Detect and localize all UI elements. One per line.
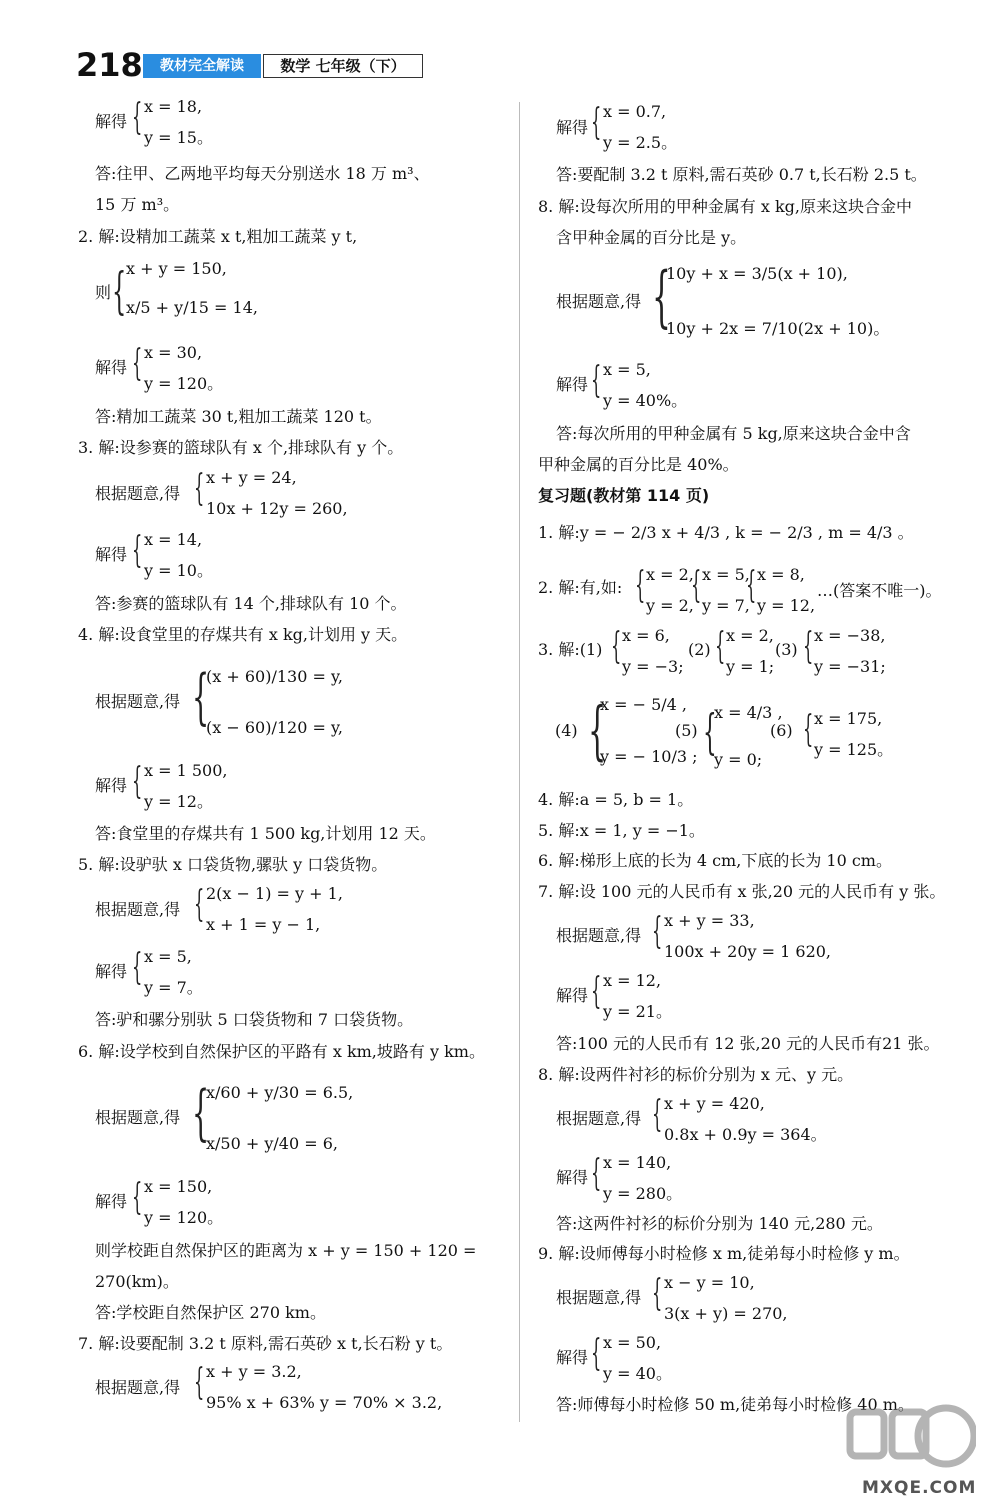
text-line: 2(x − 1) = y + 1, (206, 884, 343, 903)
text-line: 7. 解:设 100 元的人民币有 x 张,20 元的人民币有 y 张。 (538, 882, 946, 901)
brace: { (132, 530, 143, 571)
brace: { (652, 1094, 663, 1135)
text-line: (x + 60)/130 = y, (206, 667, 343, 686)
text-line: x = 175, (814, 709, 883, 728)
text-line: (x − 60)/120 = y, (206, 718, 343, 737)
text-line: x = 18, (144, 97, 203, 116)
brace: { (803, 709, 814, 750)
subject-grade-label: 数学 七年级（下） (263, 54, 423, 78)
text-line: (5) (675, 721, 698, 740)
text-line: x = 14, (144, 530, 203, 549)
text-line: 根据题意,得 (95, 900, 181, 919)
text-line: (3) (775, 640, 798, 659)
brace: { (194, 1362, 205, 1403)
text-line: 根据题意,得 (95, 1108, 181, 1127)
text-line: 则 (95, 283, 112, 302)
text-line: y = 40。 (603, 1364, 672, 1383)
text-line: x = 12, (603, 971, 662, 990)
text-line: 6. 解:设学校到自然保护区的平路有 x km,坡路有 y km。 (78, 1042, 485, 1061)
text-line: …(答案不唯一)。 (817, 581, 942, 600)
text-line: 根据题意,得 (556, 926, 642, 945)
text-line: 答:精加工蔬菜 30 t,粗加工蔬菜 120 t。 (95, 407, 382, 426)
text-line: 95% x + 63% y = 70% × 3.2, (206, 1393, 443, 1412)
text-line: 解得 (95, 1192, 128, 1211)
text-line: y = 12, (757, 596, 816, 615)
text-line: 答:100 元的人民币有 12 张,20 元的人民币有21 张。 (556, 1034, 940, 1053)
text-line: x = 4/3 , (714, 703, 783, 722)
text-line: y = 12。 (144, 792, 213, 811)
text-line: x = −38, (814, 626, 886, 645)
text-line: 根据题意,得 (556, 1109, 642, 1128)
brace: { (652, 911, 663, 952)
brace: { (591, 1153, 602, 1194)
text-line: 8. 解:设两件衬衫的标价分别为 x 元、y 元。 (538, 1065, 854, 1084)
brace: { (703, 704, 717, 760)
text-line: x/5 + y/15 = 14, (126, 298, 258, 317)
text-line: x = 5, (702, 565, 750, 584)
text-line: y = 2, (646, 596, 694, 615)
watermark-url: MXQE.COM (862, 1478, 977, 1498)
text-line: 4. 解:设食堂里的存煤共有 x kg,计划用 y 天。 (78, 625, 408, 644)
text-line: 答:往甲、乙两地平均每天分别送水 18 万 m³、 (95, 164, 430, 183)
text-line: y = 280。 (603, 1184, 683, 1203)
text-line: 答:学校距自然保护区 270 km。 (95, 1303, 326, 1322)
text-line: 0.8x + 0.9y = 364。 (664, 1125, 827, 1144)
brace: { (803, 626, 814, 667)
text-line: y = 0; (714, 750, 763, 769)
text-line: y = 120。 (144, 374, 224, 393)
text-line: x = 5, (603, 360, 651, 379)
text-line: 甲种金属的百分比是 40%。 (538, 455, 739, 474)
column-divider (519, 102, 520, 1422)
text-line: y = −31; (814, 657, 886, 676)
text-line: 7. 解:设要配制 3.2 t 原料,需石英砂 x t,长石粉 y t。 (78, 1334, 453, 1353)
brace: { (192, 662, 210, 732)
brace: { (591, 102, 602, 143)
text-line: 根据题意,得 (95, 1378, 181, 1397)
text-line: 1. 解:y = − 2/3 x + 4/3 , k = − 2/3 , m = 4/3 。 (538, 523, 914, 542)
text-line: y = − 10/3 ; (600, 747, 698, 766)
text-line: 6. 解:梯形上底的长为 4 cm,下底的长为 10 cm。 (538, 851, 892, 870)
book-series-tag: 教材完全解读 (143, 54, 261, 78)
text-line: 根据题意,得 (556, 1288, 642, 1307)
text-line: x = 0.7, (603, 102, 667, 121)
text-line: y = 120。 (144, 1208, 224, 1227)
text-line: 答:这两件衬衫的标价分别为 140 元,280 元。 (556, 1214, 883, 1233)
text-line: 10y + 2x = 7/10(2x + 10)。 (666, 319, 890, 338)
text-line: x = 6, (622, 626, 670, 645)
text-line: y = 10。 (144, 561, 213, 580)
text-line: y = 2.5。 (603, 133, 678, 152)
text-line: x + y = 150, (126, 259, 227, 278)
text-line: x + y = 33, (664, 911, 755, 930)
text-line: x/50 + y/40 = 6, (206, 1134, 338, 1153)
brace: { (132, 761, 143, 802)
text-line: 根据题意,得 (95, 484, 181, 503)
text-line: (6) (770, 721, 793, 740)
text-line: 9. 解:设师傅每小时检修 x m,徒弟每小时检修 y m。 (538, 1244, 910, 1263)
brace: { (194, 468, 205, 509)
text-line: y = 15。 (144, 128, 213, 147)
text-line: 解得 (95, 962, 128, 981)
text-line: 解得 (556, 1168, 589, 1187)
brace: { (746, 565, 757, 606)
brace: { (635, 565, 646, 606)
text-line: 解得 (556, 118, 589, 137)
brace: { (192, 1078, 210, 1148)
text-line: 解得 (95, 776, 128, 795)
text-line: 根据题意,得 (556, 292, 642, 311)
text-line: x = 140, (603, 1153, 672, 1172)
text-line: x = 8, (757, 565, 805, 584)
text-line: 10y + x = 3/5(x + 10), (666, 264, 848, 283)
text-line: 3. 解:设参赛的篮球队有 x 个,排球队有 y 个。 (78, 438, 404, 457)
text-line: 5. 解:设驴驮 x 口袋货物,骡驮 y 口袋货物。 (78, 855, 388, 874)
brace: { (591, 971, 602, 1012)
text-line: 8. 解:设每次所用的甲种金属有 x kg,原来这块合金中 (538, 197, 912, 216)
brace: { (652, 1273, 663, 1314)
watermark-logo (846, 1390, 976, 1482)
text-line: y = −3; (622, 657, 684, 676)
brace: { (591, 1333, 602, 1374)
page-number: 218 (76, 46, 143, 84)
text-line: 则学校距自然保护区的距离为 x + y = 150 + 120 = (95, 1241, 477, 1260)
text-line: y = 21。 (603, 1002, 672, 1021)
text-line: 答:食堂里的存煤共有 1 500 kg,计划用 12 天。 (95, 824, 436, 843)
brace: { (691, 565, 702, 606)
text-line: 答:参赛的篮球队有 14 个,排球队有 10 个。 (95, 594, 407, 613)
text-line: x + y = 3.2, (206, 1362, 302, 1381)
text-line: 4. 解:a = 5, b = 1。 (538, 790, 694, 809)
brace: { (132, 947, 143, 988)
text-line: x = 30, (144, 343, 203, 362)
text-line: y = 40%。 (603, 391, 688, 410)
text-line: x = 1 500, (144, 761, 228, 780)
text-line: x + y = 420, (664, 1094, 765, 1113)
text-line: 答:驴和骡分别驮 5 口袋货物和 7 口袋货物。 (95, 1010, 414, 1029)
text-line: 5. 解:x = 1, y = −1。 (538, 821, 705, 840)
text-line: y = 7, (702, 596, 750, 615)
brace: { (112, 262, 127, 320)
text-line: 解得 (95, 112, 128, 131)
text-line: x = 50, (603, 1333, 662, 1352)
text-line: x/60 + y/30 = 6.5, (206, 1083, 354, 1102)
text-line: 3. 解:(1) (538, 640, 603, 659)
text-line: 解得 (95, 545, 128, 564)
text-line: 答:要配制 3.2 t 原料,需石英砂 0.7 t,长石粉 2.5 t。 (556, 165, 927, 184)
text-line: 100x + 20y = 1 620, (664, 942, 832, 961)
text-line: x = 2, (726, 626, 774, 645)
text-line: 答:每次所用的甲种金属有 5 kg,原来这块合金中含 (556, 424, 911, 443)
text-line: 2. 解:设精加工蔬菜 x t,粗加工蔬菜 y t, (78, 227, 358, 246)
text-line: (4) (555, 721, 578, 740)
text-line: y = 125。 (814, 740, 894, 759)
text-line: 2. 解:有,如: (538, 578, 623, 597)
text-line: 解得 (556, 986, 589, 1005)
text-line: 解得 (556, 1348, 589, 1367)
text-line: 10x + 12y = 260, (206, 499, 348, 518)
text-line: 解得 (95, 358, 128, 377)
text-line: 根据题意,得 (95, 692, 181, 711)
text-line: x = 2, (646, 565, 694, 584)
text-line: 15 万 m³。 (95, 195, 180, 214)
brace: { (588, 694, 607, 768)
text-line: x + y = 24, (206, 468, 297, 487)
brace: { (132, 343, 143, 384)
text-line: (2) (688, 640, 711, 659)
text-line: x = 150, (144, 1177, 213, 1196)
text-line: x + 1 = y − 1, (206, 915, 321, 934)
text-line: 270(km)。 (95, 1272, 179, 1291)
text-line: 含甲种金属的百分比是 y。 (556, 228, 747, 247)
brace: { (132, 1177, 143, 1218)
text-line: x = 5, (144, 947, 192, 966)
text-line: 答:师傅每小时检修 50 m,徒弟每小时检修 40 m。 (556, 1395, 914, 1414)
text-line: 解得 (556, 375, 589, 394)
brace: { (715, 626, 726, 667)
brace: { (591, 360, 602, 401)
text-line: x = − 5/4 , (600, 695, 688, 714)
text-line: y = 7。 (144, 978, 203, 997)
brace: { (132, 97, 143, 138)
text-line: y = 1; (726, 657, 775, 676)
text-line: 3(x + y) = 270, (664, 1304, 788, 1323)
brace: { (652, 258, 671, 335)
text-line: x − y = 10, (664, 1273, 755, 1292)
section-heading: 复习题(教材第 114 页) (538, 486, 710, 505)
brace: { (194, 884, 205, 925)
brace: { (611, 626, 622, 667)
